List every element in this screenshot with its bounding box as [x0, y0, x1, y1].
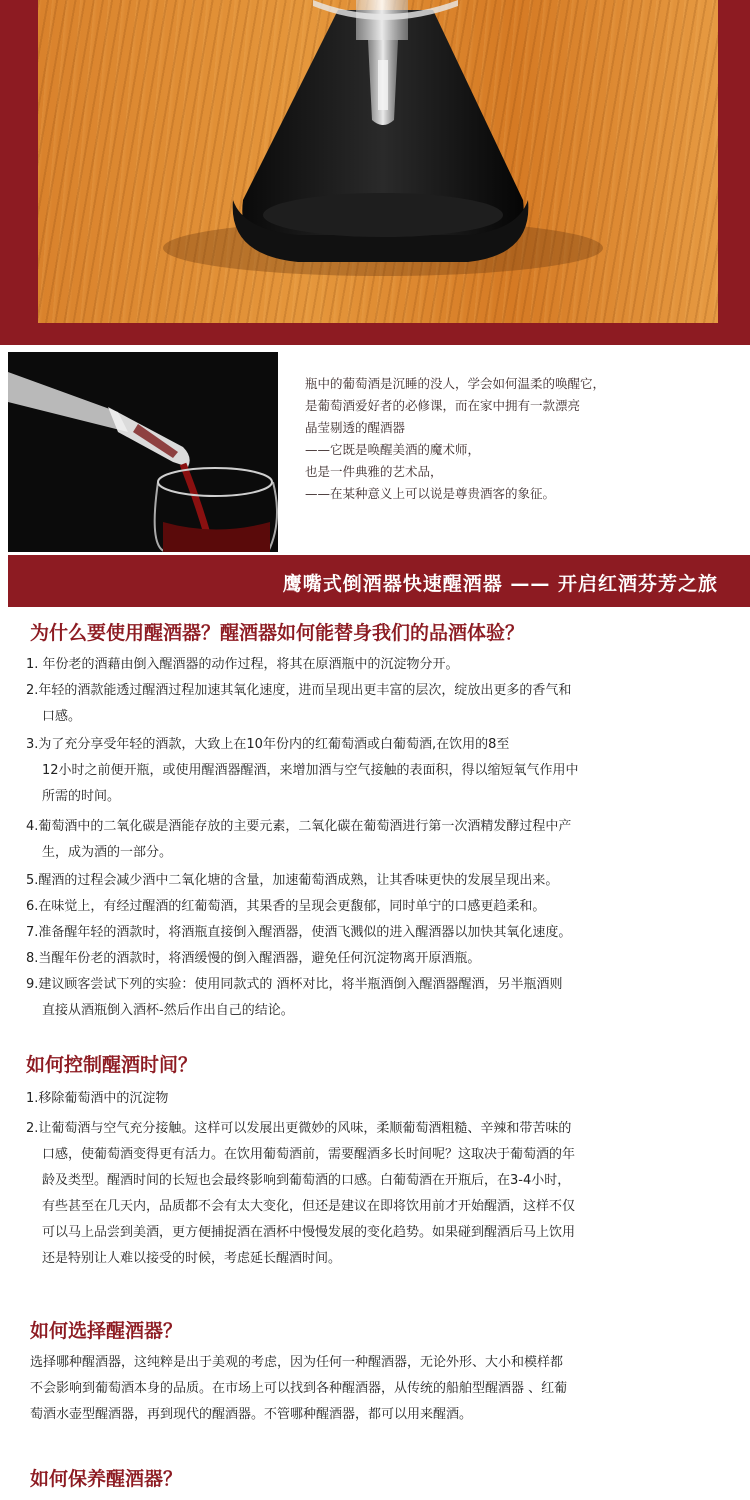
- section-title-why: 为什么要使用醒酒器？醒酒器如何能替身我们的品酒体验？: [30, 622, 525, 644]
- pouring-photo: [8, 352, 278, 552]
- list-item: 1.移除葡萄酒中的沉淀物: [26, 1091, 169, 1106]
- pourer-wine-glass-illustration: [8, 352, 278, 552]
- list-item: 9.建议顾客尝试下列的实验：使用同款式的 酒杯对比，将半瓶酒倒入醒酒器醒酒，另半瓶酒则 直接从酒瓶倒入酒杯-然后作出自己的结论。: [26, 977, 563, 1018]
- section-title-care: 如何保养醒酒器？: [30, 1468, 183, 1490]
- section-title-choose: 如何选择醒酒器？: [30, 1320, 183, 1342]
- list-item: 4.葡萄酒中的二氧化碳是酒能存放的主要元素，二氧化碳在葡萄酒进行第一次酒精发酵过程中产 生，成为酒的一部分。: [26, 819, 572, 860]
- intro-line: 晶莹剔透的醒酒器: [305, 420, 406, 435]
- intro-text: [305, 373, 725, 505]
- intro-line: 是葡萄酒爱好者的必修课，而在家中拥有一款漂亮: [305, 398, 581, 413]
- decanter-stand-illustration: [38, 0, 718, 323]
- list-item: 7.准备醒年轻的酒款时，将酒瓶直接倒入醒酒器，使酒飞溅似的进入醒酒器以加快其氧化速度。: [26, 925, 572, 940]
- intro-line: 也是一件典雅的艺术品，: [305, 464, 443, 479]
- intro-line: ——它既是唤醒美酒的魔术师，: [305, 442, 481, 457]
- hero-frame: [0, 0, 750, 345]
- banner-text: 鹰嘴式倒酒器快速醒酒器 —— 开启红酒芬芳之旅: [282, 573, 718, 595]
- intro-line: 瓶中的葡萄酒是沉睡的没人，学会如何温柔的唤醒它，: [305, 376, 606, 391]
- choose-paragraph: 选择哪种醒酒器，这纯粹是出于美观的考虑，因为任何一种醒酒器，无论外形、大小和模样都 不会影响到葡萄酒本身的品质。在市场上可以找到各种醒酒器，从传统的船舶型醒酒器 、红葡 萄酒水壶型醒酒器，再到现代的醒酒器。不管哪种醒酒器，都可以用来醒酒。: [30, 1355, 568, 1422]
- section-title-time: 如何控制醒酒时间？: [26, 1054, 198, 1076]
- hero-photo-decanter: [38, 0, 718, 323]
- list-item: 2.让葡萄酒与空气充分接触。这样可以发展出更微妙的风味，柔顺葡萄酒粗糙、辛辣和带苦味的 口感，使葡萄酒变得更有活力。在饮用葡萄酒前，需要醒酒多长时间呢？这取决于葡萄酒的年 龄及类型。醒酒时间的长短也会最终影响到葡萄酒的口感。白葡萄酒在开瓶后，在3-4小时， 有些甚至在几天内，品质都不会有太大变化，但还是建议在即将饮用前才开始醒酒，这样不仅 可以马上品尝到美酒，更方便捕捉酒在酒杯中慢慢发展的变化趋势。如果碰到醒酒后马上饮用 还是特别让人难以接受的时候，考虑延长醒酒时间。: [26, 1121, 576, 1266]
- intro-line: ——在某种意义上可以说是尊贵酒客的象征。: [305, 486, 556, 501]
- list-item: 1. 年份老的酒藉由倒入醒酒器的动作过程，将其在原酒瓶中的沉淀物分开。: [26, 657, 459, 672]
- list-item: 5.醒酒的过程会减少酒中二氧化塘的含量，加速葡萄酒成熟，让其香味更快的发展呈现出来。: [26, 873, 559, 888]
- list-item: 8.当醒年份老的酒款时，将酒缓慢的倒入醒酒器，避免任何沉淀物离开原酒瓶。: [26, 951, 481, 966]
- slogan-banner: [8, 555, 750, 607]
- list-item: 6.在味觉上，有经过醒酒的红葡萄酒，其果香的呈现会更馥郁，同时单宁的口感更趋柔和。: [26, 899, 546, 914]
- list-item: 2.年轻的酒款能透过醒酒过程加速其氧化速度，进而呈现出更丰富的层次，绽放出更多的香气和 口感。: [26, 683, 572, 724]
- list-item: 3.为了充分享受年轻的酒款，大致上在10年份内的红葡萄酒或白葡萄酒,在饮用的8至 12小时之前便开瓶，或使用醒酒器醒酒，来增加酒与空气接触的表面积，得以缩短氧气作用中 所需的时间。: [26, 737, 579, 804]
